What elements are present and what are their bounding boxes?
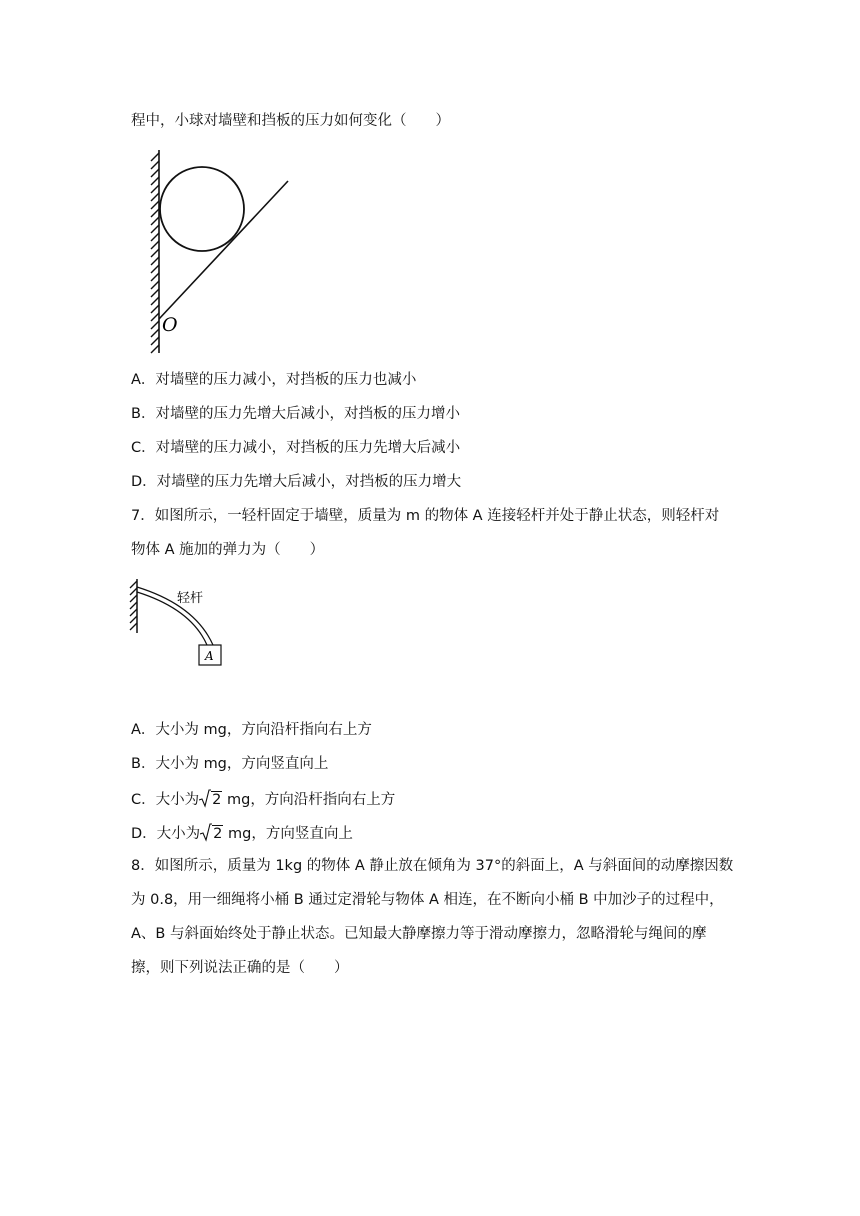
q8-stem-line4: 擦，则下列说法正确的是（ ） — [131, 960, 349, 976]
q7-option-c: C．大小为 2 mg，方向沿杆指向右上方 — [131, 788, 395, 810]
q7-stem-line1: 7．如图所示，一轻杆固定于墙壁，质量为 m 的物体 A 连接轻杆并处于静止状态，则轻杆对 — [131, 508, 720, 524]
q7-figure — [125, 575, 235, 670]
q8-stem-line2: 为 0.8，用一细绳将小桶 B 通过定滑轮与物体 A 相连，在不断向小桶 B 中加沙子的过程中， — [131, 892, 724, 908]
radical-sign-icon — [200, 822, 212, 842]
block-a-label: A — [205, 649, 214, 663]
mg-value: mg — [228, 826, 252, 842]
q6-option-b: B．对墙壁的压力先增大后减小，对挡板的压力增小 — [131, 406, 460, 422]
mg-value: mg — [203, 722, 227, 738]
q8-stem-line3: A、B 与斜面始终处于静止状态。已知最大静摩擦力等于滑动摩擦力，忽略滑轮与绳间的摩 — [131, 926, 707, 942]
radicand: 2 — [212, 792, 222, 808]
baffle-board — [159, 181, 288, 319]
mg-value: mg — [203, 756, 227, 772]
wall-hatching — [151, 150, 159, 353]
q7-option-d: D．大小为 2 mg，方向竖直向上 — [131, 822, 353, 844]
ball — [160, 167, 244, 251]
point-o-label: O — [162, 314, 178, 336]
q6-stem-tail: 程中，小球对墙壁和挡板的压力如何变化（ ） — [131, 113, 450, 129]
q6-option-a: A．对墙壁的压力减小，对挡板的压力也减小 — [131, 372, 417, 388]
radicand: 2 — [213, 826, 223, 842]
q6-figure — [140, 145, 300, 360]
sqrt-expression — [199, 788, 222, 810]
rod-label: 轻杆 — [177, 591, 204, 606]
q8-stem-line1: 8．如图所示，质量为 1kg 的物体 A 静止放在倾角为 37°的斜面上，A 与斜面间的动摩擦因数 — [131, 858, 734, 874]
q6-option-c: C．对墙壁的压力减小，对挡板的压力先增大后减小 — [131, 440, 461, 456]
sqrt-expression — [200, 822, 223, 844]
q7-option-a: A．大小为 mg，方向沿杆指向右上方 — [131, 722, 372, 738]
q7-option-b: B．大小为 mg，方向竖直向上 — [131, 756, 329, 772]
q6-option-d: D．对墙壁的压力先增大后减小，对挡板的压力增大 — [131, 474, 462, 490]
wall-hatching — [130, 579, 137, 633]
radical-sign-icon — [199, 788, 211, 808]
q7-stem-line2: 物体 A 施加的弹力为（ ） — [131, 542, 325, 558]
mg-value: mg — [226, 792, 251, 808]
